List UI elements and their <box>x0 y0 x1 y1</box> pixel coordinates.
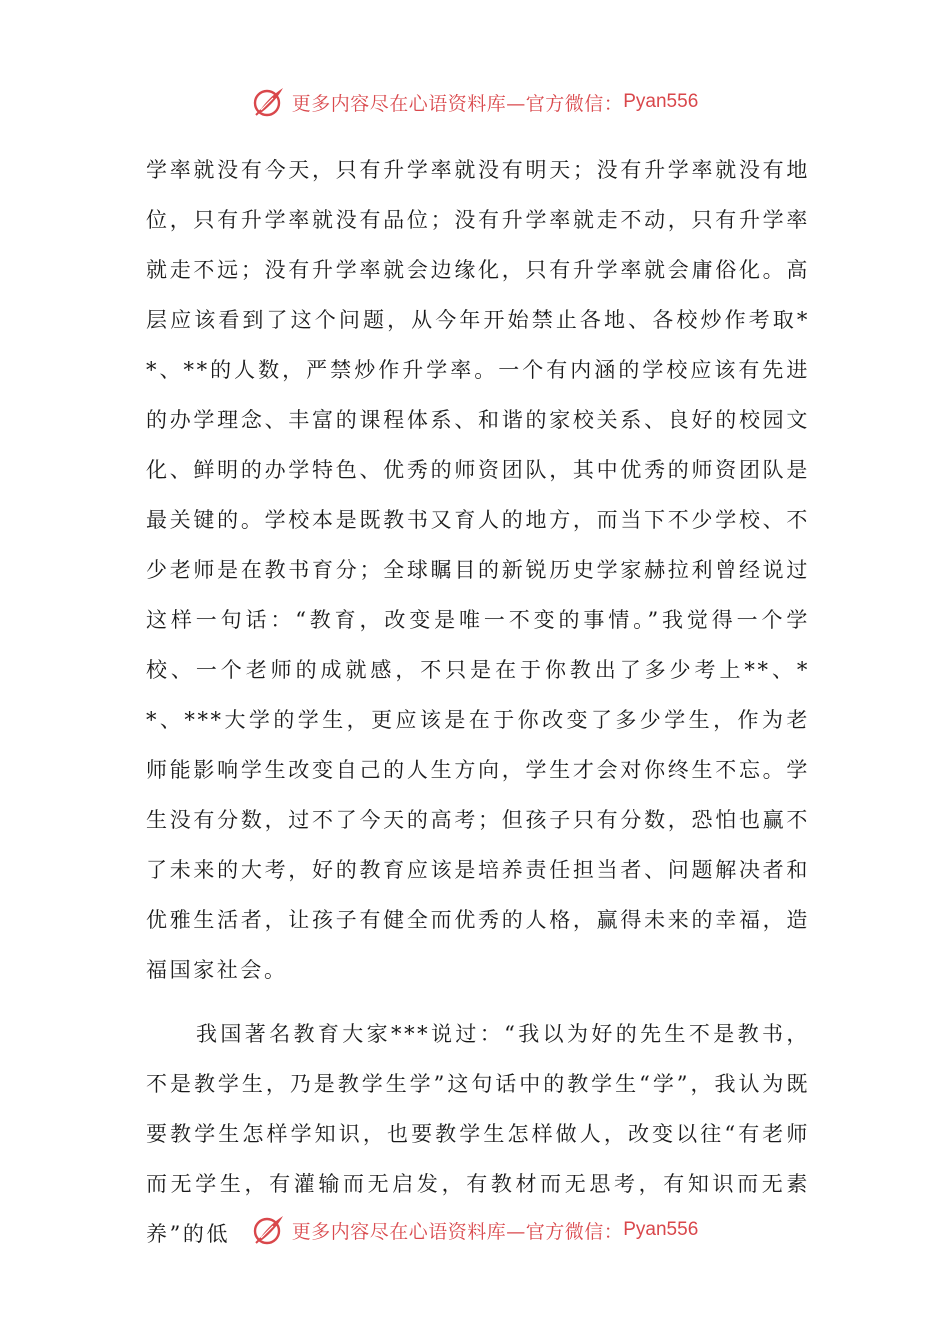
paragraph-2: 我国著名教育大家***说过：“我以为好的先生不是教书，不是教学生，乃是教学生学”这句话中的教学生“学”，我认为既要教学生怎样学知识，也要教学生怎样做人，改变以往“有老师而无学生，有灌输而无启发，有教材而无思考，有知识而无素养”的低 <box>146 1022 810 1246</box>
footer-banner <box>0 1208 950 1252</box>
brand-text: 更多内容尽在心语资料库—官方微信： <box>291 92 624 115</box>
wechat-id: Pyan556 <box>623 1219 699 1240</box>
document-body <box>146 145 810 1259</box>
quill-pen-circle-icon <box>252 1213 286 1247</box>
wechat-id: Pyan556 <box>623 91 699 112</box>
brand-text: 更多内容尽在心语资料库—官方微信： <box>291 1220 624 1243</box>
header-banner <box>0 80 950 124</box>
quill-pen-circle-icon <box>252 85 286 119</box>
paragraph-1: 学率就没有今天，只有升学率就没有明天；没有升学率就没有地位，只有升学率就没有品位；没有升学率就走不动，只有升学率就走不远；没有升学率就会边缘化，只有升学率就会庸俗化。高层应该看到了这个问题，从今年开始禁止各地、各校炒作考取**、**的人数，严禁炒作升学率。一个有内涵的学校应该有先进的办学理念、丰富的课程体系、和谐的家校关系、良好的校园文化、鲜明的办学特色、优秀的师资团队，其中优秀的师资团队是最关键的。学校本是既教书又育人的地方，而当下不少学校、不少老师是在教书育分；全球瞩目的新锐历史学家赫拉利曾经说过这样一句话：“教育，改变是唯一不变的事情。”我觉得一个学校、一个老师的成就感，不只是在于你教出了多少考上**、**、***大学的学生，更应该是在于你改变了多少学生，作为老师能影响学生改变自己的人生方向，学生才会对你终生不忘。学生没有分数，过不了今天的高考；但孩子只有分数，恐怕也赢不了未来的大考，好的教育应该是培养责任担当者、问题解决者和优雅生活者，让孩子有健全而优秀的人格，赢得未来的幸福，造福国家社会。 <box>146 158 810 982</box>
